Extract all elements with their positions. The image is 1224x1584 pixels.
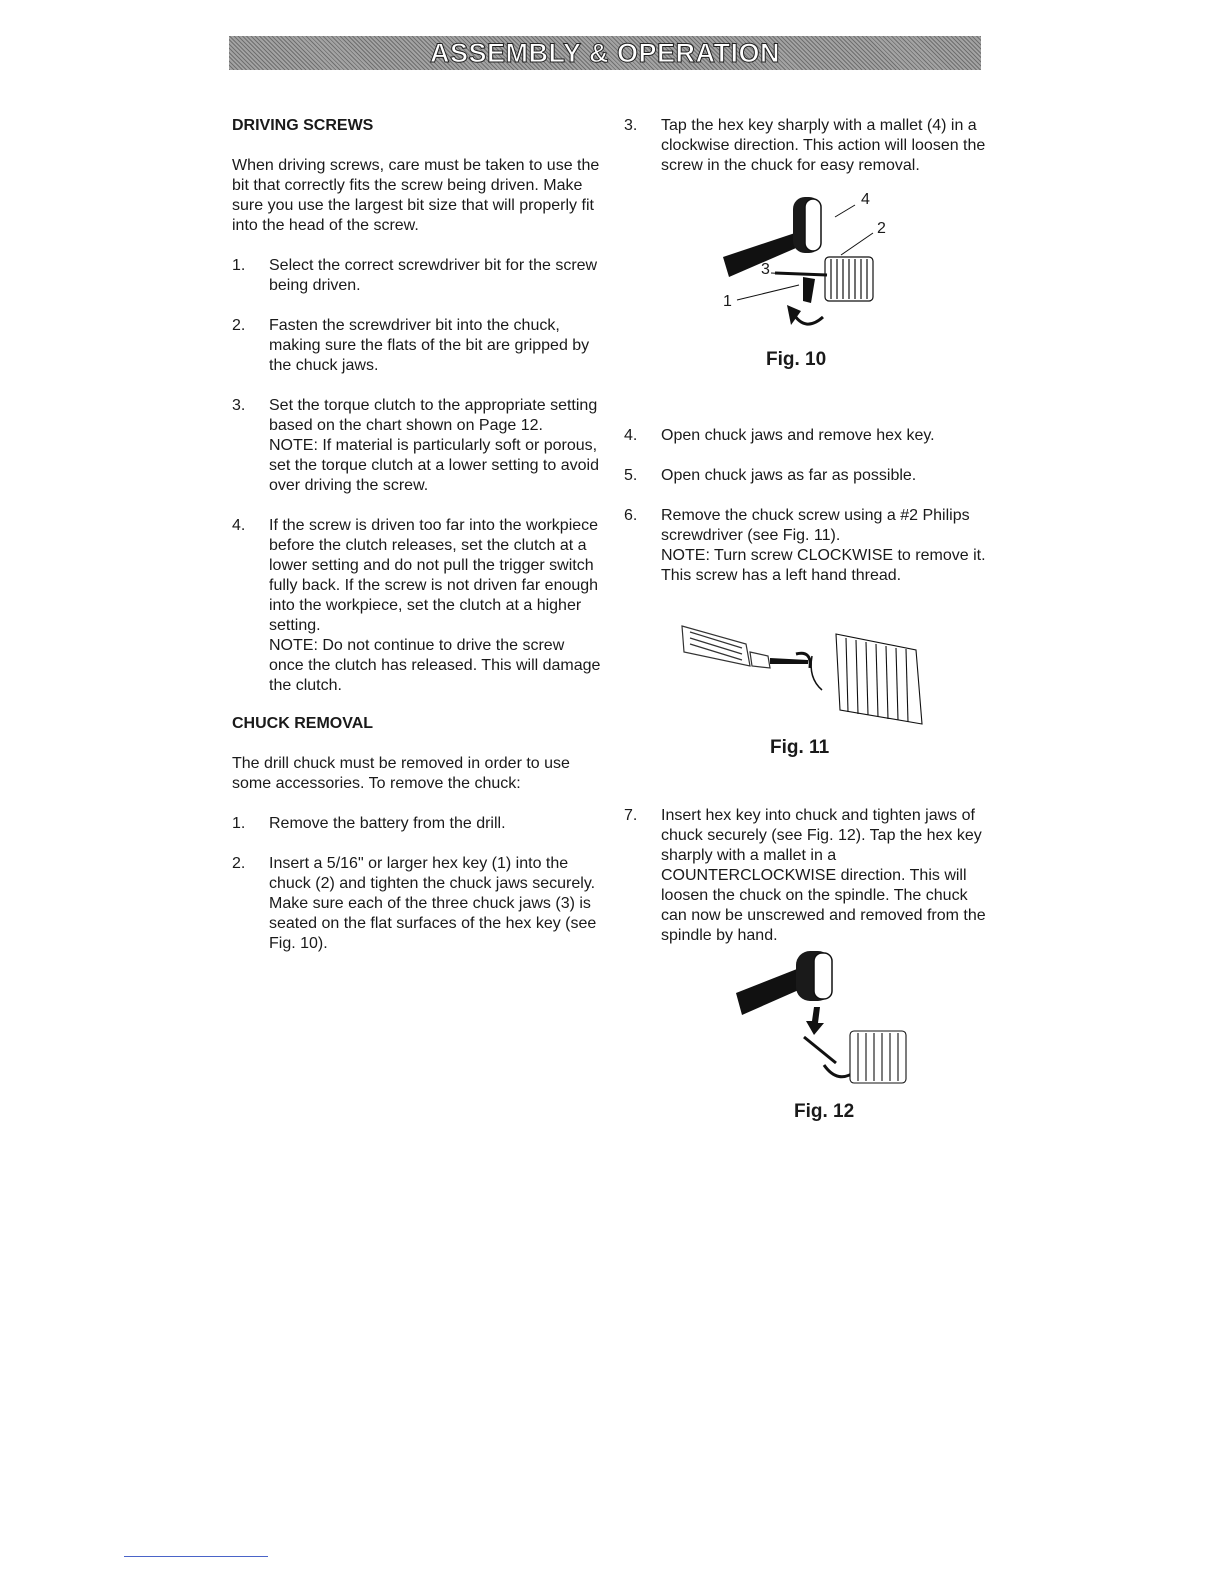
banner-title: ASSEMBLY & OPERATION [429,37,781,68]
callout-2: 2 [877,220,886,237]
left-column [232,116,602,954]
fig11-illustration [676,614,946,734]
section-banner [229,36,981,70]
step-text: Open chuck jaws as far as possible. [661,467,917,484]
list-item [232,396,602,496]
fig10-illustration [715,185,885,333]
step-note: NOTE: Turn screw CLOCKWISE to remove it. This screw has a left hand thread. [661,547,986,584]
chuck-removal-intro: The drill chuck must be removed in order to use some accessories. To remove the chuck: [232,755,570,792]
list-item [232,256,602,296]
list-item [232,814,602,834]
screwdriver-chuck-drawing [676,614,946,734]
footer-rule [124,1556,268,1557]
callout-3: 3 [761,261,770,278]
list-item [624,466,994,486]
step-text: Open chuck jaws and remove hex key. [661,427,935,444]
list-item [624,116,994,176]
step-number: 3. [624,117,638,134]
fig10-caption: Fig. 10 [766,349,827,370]
list-item [624,806,994,946]
step-number: 5. [624,467,638,484]
step-note: NOTE: If material is particularly soft or porous, set the torque clutch at a lower setting to avoid over driving the screw. [269,437,599,494]
step-text: Fasten the screwdriver bit into the chuck, making sure the flats of the bit are gripped by the chuck jaws. [269,317,590,374]
step-text: Remove the chuck screw using a #2 Philips screwdriver (see Fig. 11). [661,507,970,544]
step-number: 7. [624,807,638,824]
list-item [232,854,602,954]
mallet-chuck-drawing-2 [732,945,912,1090]
step-number: 2. [232,317,246,334]
mallet-chuck-drawing [715,185,885,333]
step-number: 2. [232,855,246,872]
fig11-caption: Fig. 11 [770,737,830,758]
step-number: 3. [232,397,246,414]
list-item [232,516,602,696]
step-number: 6. [624,507,638,524]
driving-screws-heading: DRIVING SCREWS [232,117,374,134]
fig12-illustration [732,945,912,1090]
step-text: Tap the hex key sharply with a mallet (4) in a clockwise direction. This action will loosen the screw in the chuck for easy removal. [661,117,986,174]
step-number: 1. [232,815,246,832]
list-item [624,506,994,586]
fig12-caption: Fig. 12 [794,1101,855,1122]
step-number: 1. [232,257,246,274]
callout-4: 4 [861,191,870,208]
list-item [624,426,994,446]
step-text: Select the correct screwdriver bit for the screw being driven. [269,257,598,294]
step-number: 4. [624,427,638,444]
step-text: If the screw is driven too far into the workpiece before the clutch releases, set the clutch at a lower setting and do not pull the trigger switch fully back. If the screw is not driven far enough into the workpiece, set the clutch at a higher setting. [269,517,599,634]
step-text: Set the torque clutch to the appropriate setting based on the chart shown on Page 12. [269,397,598,434]
chuck-removal-heading: CHUCK REMOVAL [232,715,374,732]
right-steps-4-6 [624,426,994,586]
step-text: Insert a 5/16" or larger hex key (1) into the chuck (2) and tighten the chuck jaws securely. Make sure each of the three chuck jaws (3) is seated on the flat surfaces of the hex key (see Fig. 10). [269,855,597,952]
step-note: NOTE: Do not continue to drive the screw once the clutch has released. This will damage the clutch. [269,637,601,694]
step-text: Insert hex key into chuck and tighten jaws of chuck securely (see Fig. 12). Tap the hex key sharply with a mallet in a COUNTERCLOCKWISE direction. This will loosen the chuck on the spindle. The chuck can now be unscrewed and removed from the spindle by hand. [661,807,986,944]
callout-1: 1 [723,293,732,310]
driving-screws-intro: When driving screws, care must be taken to use the bit that correctly fits the screw being driven. Make sure you use the largest bit size that will properly fit into the head of the screw. [232,157,600,234]
step-number: 4. [232,517,246,534]
list-item [232,316,602,376]
step-text: Remove the battery from the drill. [269,815,506,832]
